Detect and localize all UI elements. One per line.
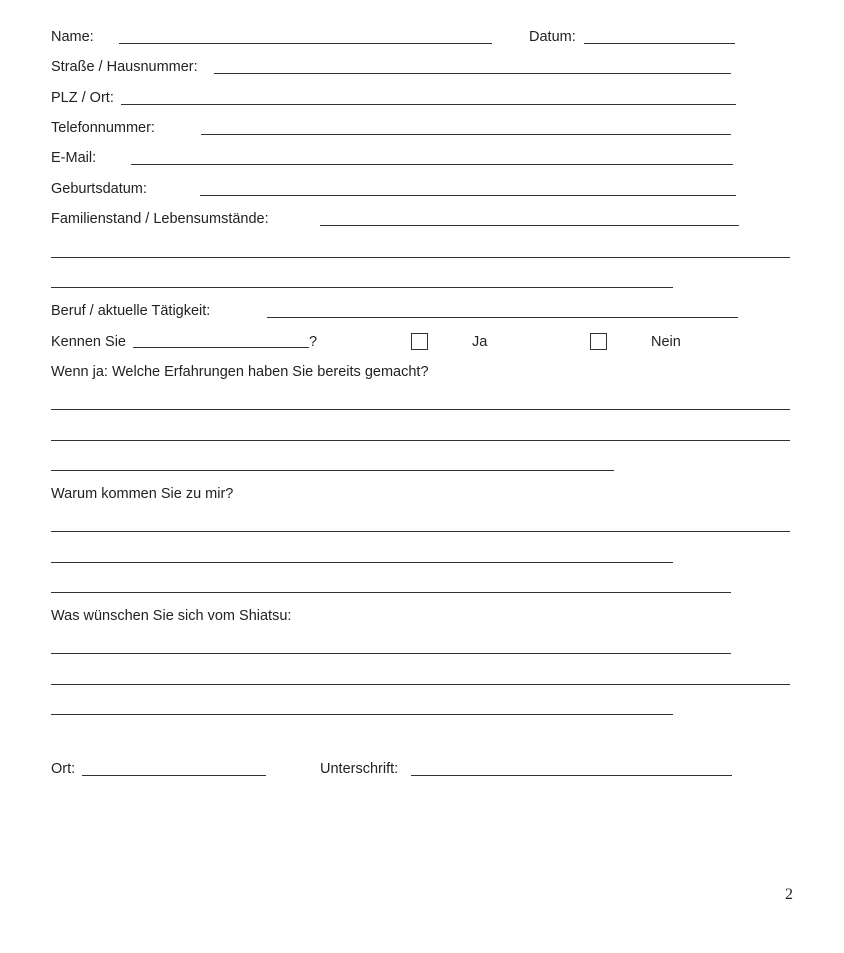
- nein-checkbox[interactable]: [590, 333, 607, 350]
- unterschrift-label: Unterschrift:: [320, 761, 399, 777]
- familienstand-line-2[interactable]: [51, 257, 790, 258]
- familienstand-label: Familienstand / Lebensumstände:: [51, 211, 269, 227]
- email-label: E-Mail:: [51, 150, 97, 166]
- datum-field[interactable]: [584, 43, 735, 44]
- page-number: 2: [785, 886, 793, 903]
- wuenschen-line-1[interactable]: [51, 653, 731, 654]
- strasse-field[interactable]: [214, 73, 731, 74]
- wuenschen-label: Was wünschen Sie sich vom Shiatsu:: [51, 608, 292, 624]
- warum-line-2[interactable]: [51, 562, 673, 563]
- name-field[interactable]: [119, 43, 492, 44]
- warum-line-3[interactable]: [51, 592, 731, 593]
- beruf-field[interactable]: [267, 317, 738, 318]
- erfahrungen-label: Wenn ja: Welche Erfahrungen haben Sie bereits gemacht?: [51, 364, 429, 380]
- geburtsdatum-label: Geburtsdatum:: [51, 181, 147, 197]
- datum-label: Datum:: [529, 29, 576, 45]
- telefon-field[interactable]: [201, 134, 731, 135]
- nein-label: Nein: [651, 334, 681, 350]
- erfahrungen-line-3[interactable]: [51, 470, 614, 471]
- ort-label: Ort:: [51, 761, 76, 777]
- warum-line-1[interactable]: [51, 531, 790, 532]
- telefon-label: Telefonnummer:: [51, 120, 155, 136]
- ja-checkbox[interactable]: [411, 333, 428, 350]
- beruf-label: Beruf / aktuelle Tätigkeit:: [51, 303, 211, 319]
- warum-label: Warum kommen Sie zu mir?: [51, 486, 234, 502]
- erfahrungen-line-1[interactable]: [51, 409, 790, 410]
- kennen-label: Kennen Sie: [51, 334, 126, 350]
- wuenschen-line-2[interactable]: [51, 684, 790, 685]
- ja-label: Ja: [472, 334, 488, 350]
- plz-label: PLZ / Ort:: [51, 90, 114, 106]
- ort-field[interactable]: [82, 775, 266, 776]
- familienstand-field[interactable]: [320, 225, 739, 226]
- familienstand-line-3[interactable]: [51, 287, 673, 288]
- strasse-label: Straße / Hausnummer:: [51, 59, 198, 75]
- name-label: Name:: [51, 29, 94, 45]
- unterschrift-field[interactable]: [411, 775, 732, 776]
- kennen-field[interactable]: [133, 347, 309, 348]
- kennen-question-mark: ?: [309, 334, 318, 350]
- erfahrungen-line-2[interactable]: [51, 440, 790, 441]
- plz-field[interactable]: [121, 104, 736, 105]
- email-field[interactable]: [131, 164, 733, 165]
- geburtsdatum-field[interactable]: [200, 195, 736, 196]
- wuenschen-line-3[interactable]: [51, 714, 673, 715]
